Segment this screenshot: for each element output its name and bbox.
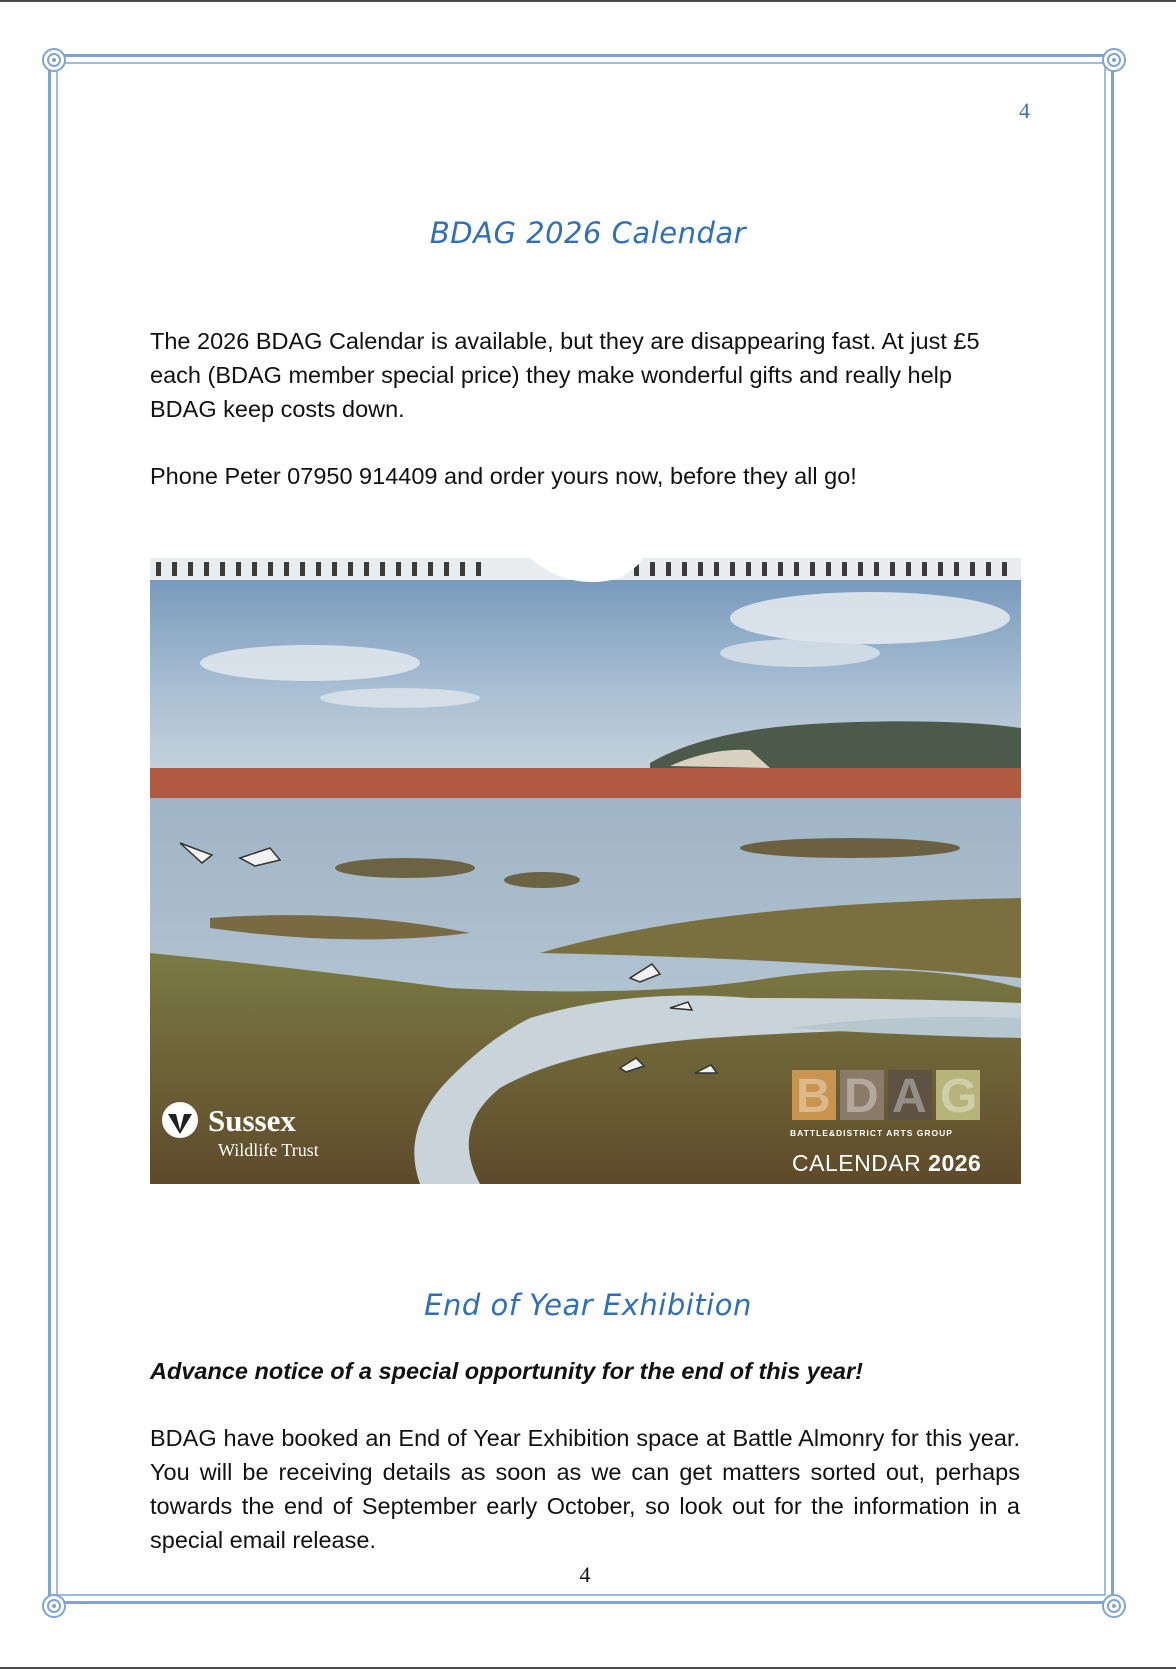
top-rule [0, 0, 1176, 2]
svg-text:B: B [796, 1070, 831, 1123]
advance-notice: Advance notice of a special opportunity for the end of this year! [150, 1358, 863, 1384]
exhibition-heading: End of Year Exhibition [424, 1288, 752, 1322]
exhibition-paragraph: BDAG have booked an End of Year Exhibition space at Battle Almonry for this year. You will be receiving details as soon as we can get matters sorted out, perhaps towards the end of September early October, so look out for the information in a special email release. [150, 1425, 1020, 1553]
sussex-subtitle: Wildlife Trust [218, 1140, 319, 1160]
corner-ornament-icon [1100, 1592, 1128, 1620]
svg-text:G: G [940, 1070, 978, 1123]
bdag-subtitle: BATTLE&DISTRICT ARTS GROUP [790, 1128, 953, 1138]
bottom-rule [0, 1667, 1176, 1669]
svg-text:D: D [844, 1070, 879, 1123]
calendar-paragraph: The 2026 BDAG Calendar is available, but they are disappearing fast. At just £5 each (BDAG member special price) they make wonderful gifts and really help BDAG keep costs down. [150, 328, 980, 422]
sussex-wildlife-trust-logo [160, 1100, 350, 1162]
bdag-logo [790, 1066, 990, 1136]
badger-icon [160, 1100, 200, 1140]
calendar-heading: BDAG 2026 Calendar [429, 216, 747, 250]
calendar-label [792, 1150, 981, 1177]
page-number-bottom: 4 [579, 1562, 591, 1587]
page-number-top: 4 [1019, 98, 1030, 123]
calendar-label-word: CALENDAR [792, 1150, 922, 1176]
sussex-name: Sussex [208, 1103, 296, 1138]
corner-ornament-icon [40, 46, 68, 74]
corner-ornament-icon [1100, 46, 1128, 74]
svg-text:A: A [892, 1070, 927, 1123]
bdag-letters-logo [790, 1066, 990, 1126]
order-paragraph: Phone Peter 07950 914409 and order yours now, before they all go! [150, 463, 857, 489]
calendar-label-year: 2026 [928, 1150, 982, 1176]
corner-ornament-icon [40, 1592, 68, 1620]
calendar-image [150, 558, 1021, 1184]
